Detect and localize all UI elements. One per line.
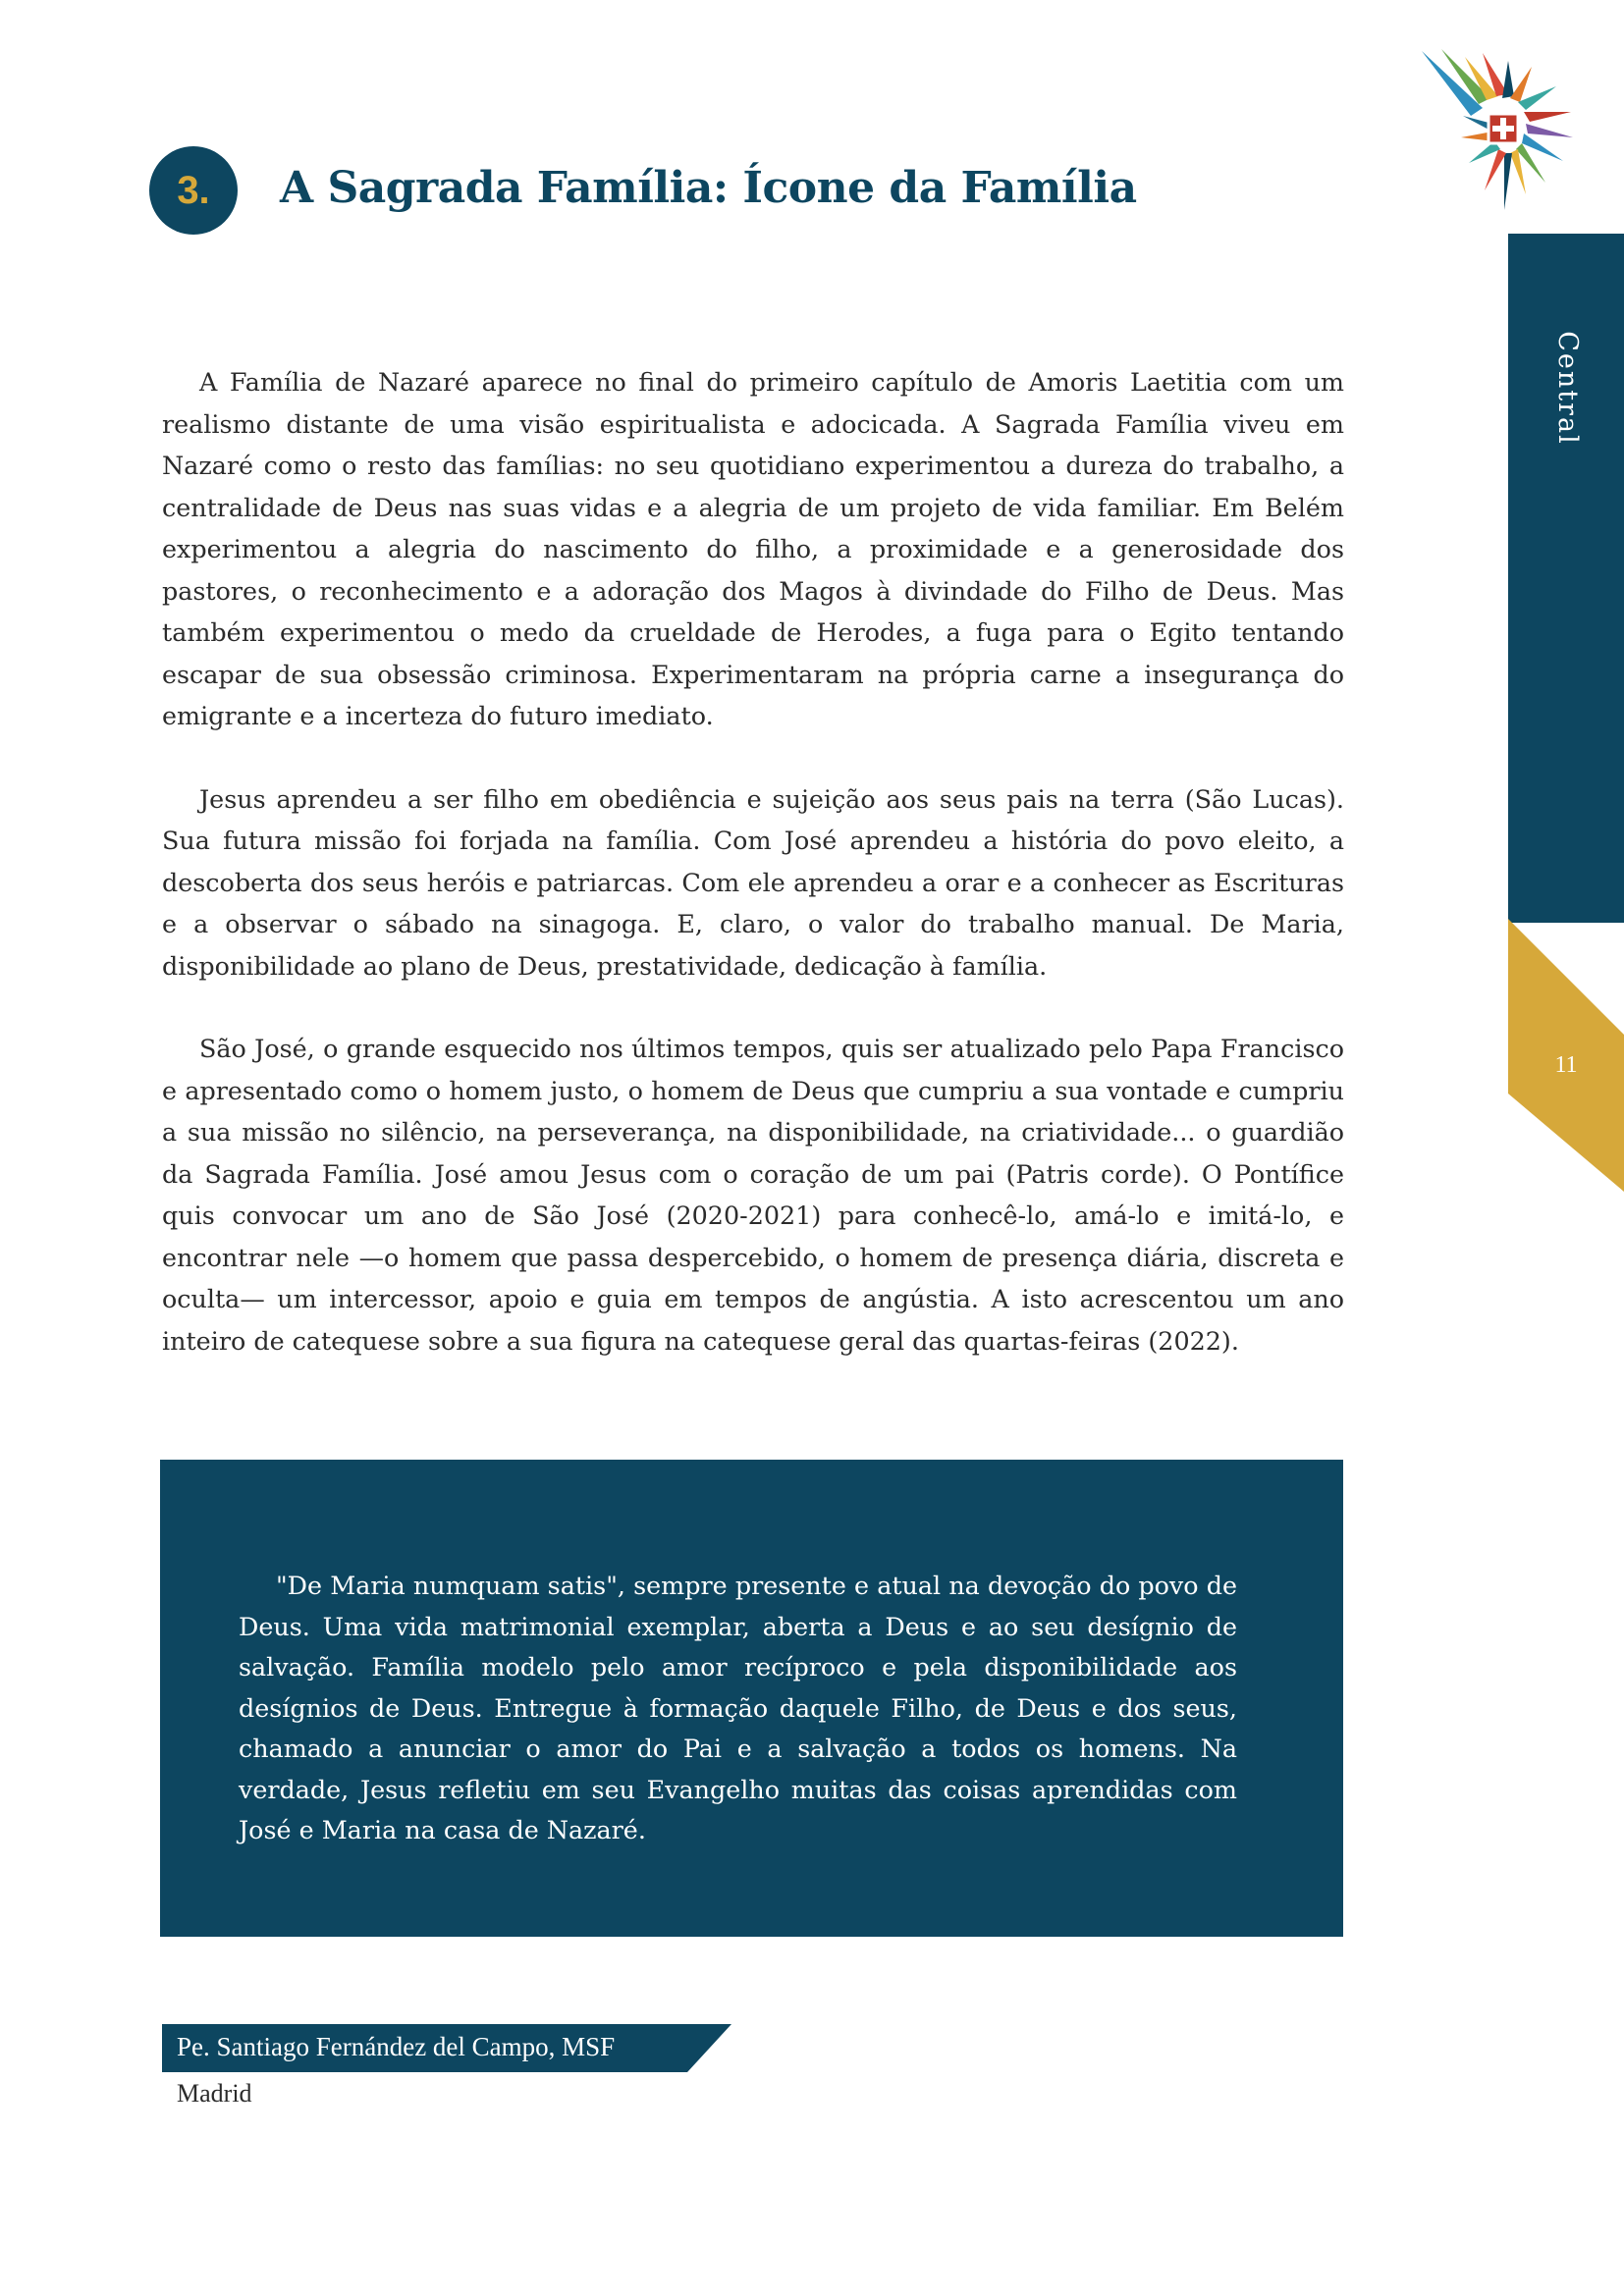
body-paragraph: A Família de Nazaré aparece no final do primeiro capítulo de Amoris Laetitia com um realismo distante de uma visão espiritualista e adocicada. A Sagrada Família viveu em Nazaré como o resto das famílias: no seu quotidiano experimentou a dureza do trabalho, a centralidade de Deus nas suas vidas e a alegria de um projeto de vida familiar. Em Belém experimentou a alegria do nascimento do filho, a proximidade e a generosidade dos pastores, o reconhecimento e a adoração dos Magos à divindade do Filho de Deus. Mas também experimentou o medo da crueldade de Herodes, a fuga para o Egito tentando escapar de sua obsessão criminosa. Experimentaram na própria carne a insegurança do emigrante e a incerteza do futuro imediato. [162, 367, 1344, 730]
quote-text: "De Maria numquam satis", sempre presente e atual na devoção do povo de Deus. Uma vida matrimonial exemplar, aberta a Deus e ao seu desígnio de salvação. Família modelo pelo amor recíproco e pela disponibilidade aos desígnios de Deus. Entregue à formação daquele Filho, de Deus e dos seus, chamado a anunciar o amor do Pai e a salvação a todos os homens. Na verdade, Jesus refletiu em seu Evangelho muitas das coisas aprendidas com José e Maria na casa de Nazaré. [239, 1571, 1237, 1844]
sidebar-label [1538, 324, 1597, 452]
page-title: A Sagrada Família: Ícone da Família [280, 163, 1137, 213]
south-america-cross-logo-icon [1414, 47, 1610, 214]
highlight-quote-box [160, 1460, 1343, 1937]
author-city: Madrid [177, 2079, 252, 2108]
article-body [162, 361, 1344, 1403]
body-paragraph: São José, o grande esquecido nos últimos tempos, quis ser atualizado pelo Papa Francisco e apresentado como o homem justo, o homem de Deus que cumpriu a sua vontade e cumpriu a sua missão no silêncio, na perseverança, na disponibilidade, na criatividade... o guardião da Sagrada Família. José amou Jesus com o coração de um pai (Patris corde). O Pontífice quis convocar um ano de São José (2020-2021) para conhecê-lo, amá-lo e imitá-lo, e encontrar nele —o homem que passa despercebido, o homem de presença diária, discreta e oculta— um intercessor, apoio e guia em tempos de angústia. A isto acrescentou um ano inteiro de catequese sobre a sua figura na catequese geral das quartas-feiras (2022). [162, 1034, 1344, 1356]
body-paragraph: Jesus aprendeu a ser filho em obediência e sujeição aos seus pais na terra (São Lucas). Sua futura missão foi forjada na família. Com José aprendeu a história do povo eleito, a descoberta dos seus heróis e patriarcas. Com ele aprendeu a orar e a conhecer as Escrituras e a observar o sábado na sinagoga. E, claro, o valor do trabalho manual. De Maria, disponibilidade ao plano de Deus, prestatividade, dedicação à família. [162, 783, 1344, 981]
author-name: Pe. Santiago Fernández del Campo, MSF [177, 2032, 616, 2061]
page-number: 11 [1554, 1052, 1578, 1078]
section-number-badge: 3. [149, 146, 238, 235]
sidebar-label-text: Central [1551, 330, 1583, 446]
